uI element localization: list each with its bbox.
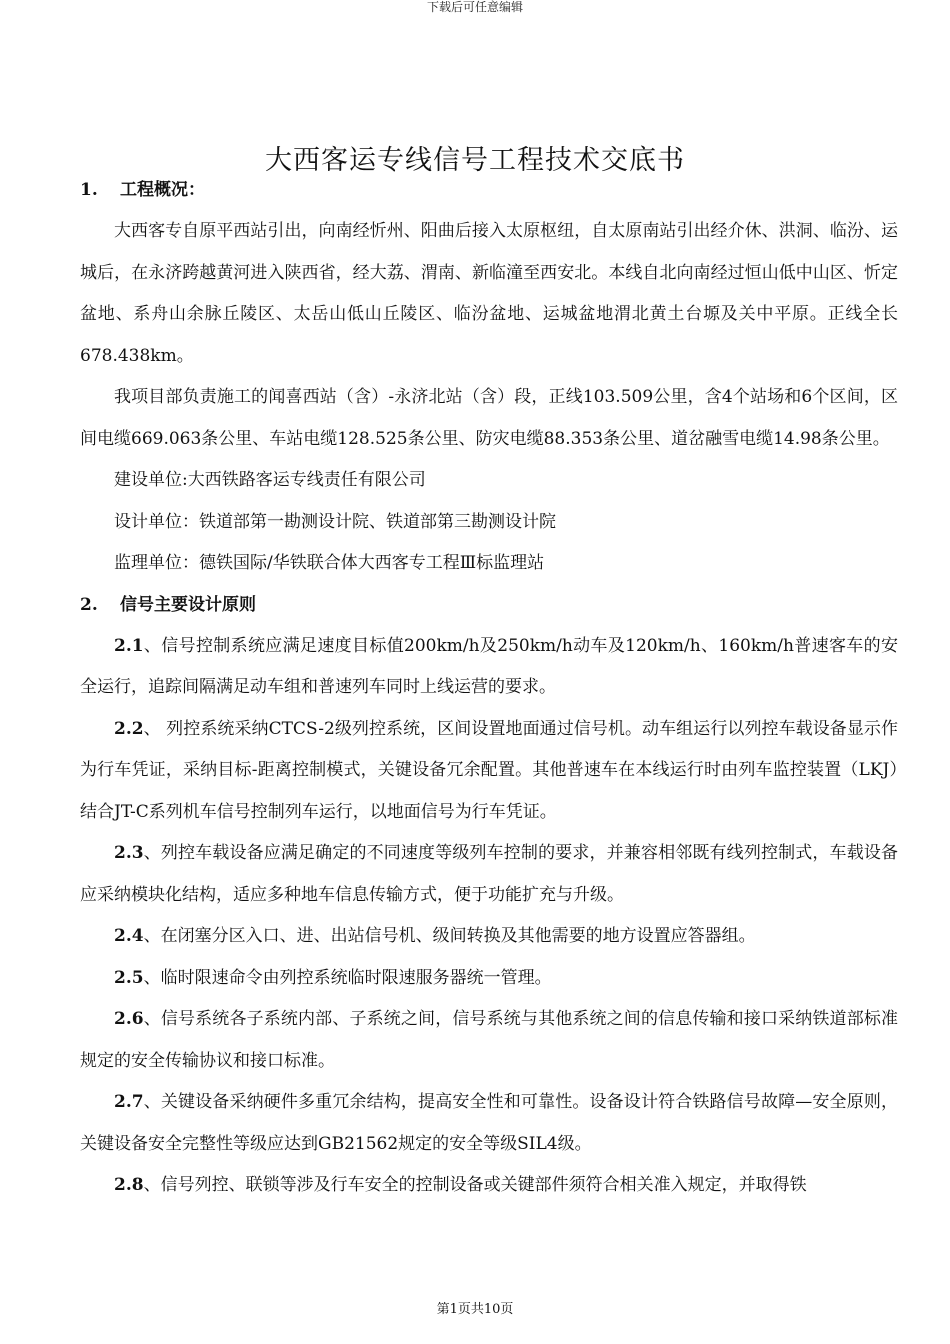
item-text: 、信号系统各子系统内部、子系统之间，信号系统与其他系统之间的信息传输和接口采纳铁道部标准规定的安全传输协议和接口标准。 (80, 1009, 898, 1071)
section-title: 信号主要设计原则 (120, 594, 256, 615)
design-unit-line: 设计单位：铁道部第一勘测设计院、铁道部第三勘测设计院 (114, 511, 556, 532)
document-body (80, 180, 898, 1207)
principle-item (80, 626, 898, 709)
item-text: 、关键设备采纳硬件多重冗余结构，提高安全性和可靠性。设备设计符合铁路信号故障—安全原则，关键设备安全完整性等级应达到GB21562规定的安全等级SIL4级。 (80, 1092, 898, 1154)
construction-unit-line: 建设单位:大西铁路客运专线责任有限公司 (114, 470, 426, 490)
principle-item (80, 958, 898, 1000)
item-text: 、信号控制系统应满足速度目标值200km/h及250km/h动车及120km/h、160km/h普速客车的安全运行，追踪间隔满足动车组和普速列车同时上线运营的要求。 (80, 635, 898, 697)
principle-item (80, 999, 898, 1082)
section-number: 1. (80, 180, 98, 200)
item-number: 2.8 (114, 1175, 144, 1195)
supervision-unit-line: 监理单位：德铁国际/华铁联合体大西客专工程Ⅲ标监理站 (114, 553, 545, 573)
principle-item (80, 1082, 898, 1165)
item-number: 2.1 (114, 635, 144, 656)
page-header-note: 下载后可任意编辑 (426, 0, 523, 14)
section-2-heading (80, 595, 898, 616)
paragraph: 我项目部负责施工的闻喜西站（含）-永济北站（含）段，正线103.509公里，含4个站场和6个区间，区间电缆669.063条公里、车站电缆128.525条公里、防灾电缆88.353条公里、道岔融雪电缆14.98条公里。 (80, 387, 898, 449)
paragraph: 大西客专自原平西站引出，向南经忻州、阳曲后接入太原枢纽，自太原南站引出经介休、洪洞、临汾、运城后，在永济跨越黄河进入陕西省，经大荔、渭南、新临潼至西安北。本线自北向南经过恒山低中山区、忻定盆地、系舟山余脉丘陵区、太岳山低山丘陵区、临汾盆地、运城盆地渭北黄土台塬及关中平原。正线全长678.438km。 (80, 221, 898, 366)
item-text: 、信号列控、联锁等涉及行车安全的控制设备或关键部件须符合相关准入规定，并取得铁 (143, 1175, 807, 1195)
item-number: 2.4 (114, 926, 144, 946)
item-text: 、列控车载设备应满足确定的不同速度等级列车控制的要求，并兼容相邻既有线列控制式，车载设备应采纳模块化结构，适应多种地车信息传输方式，便于功能扩充与升级。 (80, 843, 898, 905)
item-number: 2.6 (114, 1009, 144, 1029)
principle-item (80, 709, 898, 834)
principle-item (80, 1165, 898, 1207)
item-text: 、临时限速命令由列控系统临时限速服务器统一管理。 (143, 967, 552, 988)
section-number: 2. (80, 594, 98, 615)
item-number: 2.2 (114, 718, 144, 739)
item-text: 、 列控系统采纳CTCS-2级列控系统，区间设置地面通过信号机。动车组运行以列控车载设备显示作为行车凭证，采纳目标-距离控制模式，关键设备冗余配置。其他普速车在本线运行时由列车监控装置（LKJ）结合JT-C系列机车信号控制列车运行，以地面信号为行车凭证。 (80, 718, 898, 822)
document-title: 大西客运专线信号工程技术交底书 (265, 145, 685, 176)
section-1-heading (80, 180, 898, 201)
item-number: 2.7 (114, 1092, 144, 1112)
principle-item (80, 833, 898, 916)
principle-item (80, 916, 898, 958)
item-number: 2.5 (114, 967, 144, 988)
item-text: 、在闭塞分区入口、进、出站信号机、级间转换及其他需要的地方设置应答器组。 (143, 926, 756, 946)
page-footer-page-number: 第1页共10页 (436, 1302, 514, 1317)
item-number: 2.3 (114, 843, 144, 863)
section-title: 工程概况： (120, 180, 205, 200)
